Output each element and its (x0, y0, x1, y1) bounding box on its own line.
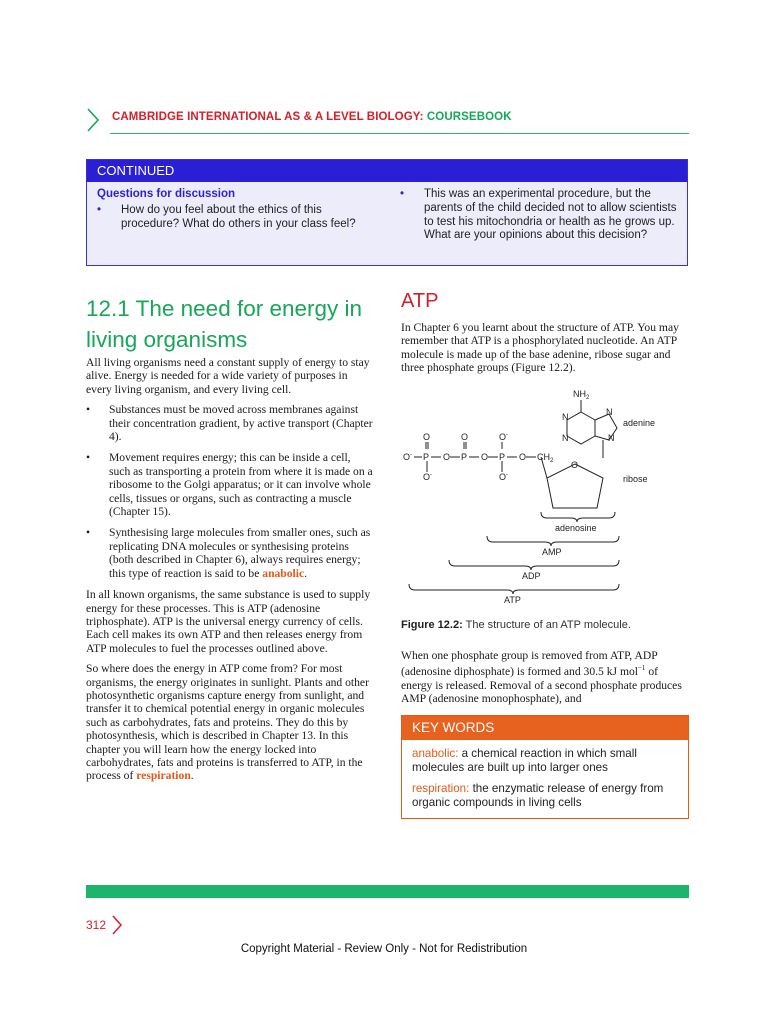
n-label: N (606, 407, 613, 417)
key-words-label: KEY WORDS (402, 716, 688, 740)
svg-text:O-: O- (423, 472, 433, 482)
continued-right-column (400, 188, 680, 243)
svg-text:O: O (519, 452, 527, 462)
questions-heading: Questions for discussion (97, 188, 236, 200)
chevron-right-icon (111, 914, 123, 936)
intro-paragraph: All living organisms need a constant supply of energy to stay alive. Energy is needed for a wide variety of purposes in every living organism, and every living cell. (86, 356, 370, 396)
book-title: CAMBRIDGE INTERNATIONAL AS & A LEVEL BIOLOGY: COURSEBOOK (112, 111, 512, 123)
section-heading: 12.1 The need for energy in living organisms (86, 296, 363, 352)
continued-box (86, 159, 688, 266)
figure-caption: Figure 12.2: The structure of an ATP molecule. (401, 619, 631, 631)
n-label: N (608, 433, 615, 443)
list-item: • Synthesising large molecules from smaller ones, such as replicating DNA molecules or synthesising proteins (both described in Chapter 6), always requires energy; this type of reaction is said to be anabolic. (86, 526, 374, 580)
paragraph: So where does the energy in ATP come from? For most organisms, the energy originates in sunlight. Plants and other photosynthetic organisms capture energy from sunlight, and transfer it to chemical potential energy in organic molecules such as carbohydrates, fats and proteins. They do this by photosynthesis, which is described in Chapter 13. In this chapter you will learn how the energy locked into carbohydrates, fats and proteins is transferred to ATP, in the process of respiration. (86, 662, 369, 783)
svg-text:O-: O- (499, 432, 509, 442)
left-body-text (86, 356, 374, 790)
label-adp: ADP (522, 571, 541, 581)
svg-text:O: O (423, 432, 431, 442)
continued-label: CONTINUED (87, 160, 687, 182)
svg-text:O: O (443, 452, 451, 462)
label-ribose: ribose (623, 474, 648, 484)
key-word-entry: respiration: the enzymatic release of energy from organic compounds in living cells (412, 782, 664, 809)
header-rule (110, 133, 689, 134)
svg-text:O-: O- (499, 472, 509, 482)
continued-left-column (97, 188, 377, 231)
list-item: • Movement requires energy; this can be inside a cell, such as transporting a protein from where it is made on a ribosome to the Golgi apparatus; or it can involve whole cells, tissues or organs, such as contracting a muscle (Chapter 15). (86, 451, 374, 518)
keyword-respiration[interactable]: respiration (136, 769, 191, 783)
svg-text:O: O (481, 452, 489, 462)
footer-bar (86, 885, 689, 898)
paragraph: In all known organisms, the same substance is used to supply energy for these processes. This is ATP (adenosine triphosphate). ATP is the universal energy currency of cells. Each cell makes its own ATP and then releases energy from ATP molecules to fuel the processes outlined above. (86, 588, 371, 655)
label-adenosine: adenosine (555, 523, 597, 533)
list-item: • How do you feel about the ethics of this procedure? What do others in your class feel? (97, 204, 377, 232)
key-word-entry: anabolic: a chemical reaction in which small molecules are built up into larger ones (412, 747, 637, 774)
atp-structure-diagram (401, 384, 689, 609)
label-atp: ATP (504, 595, 521, 605)
list-item: • Substances must be moved across membranes against their concentration gradient, by active transport (Chapter 4). (86, 403, 374, 443)
key-words-box (401, 715, 689, 819)
chevron-right-icon (86, 107, 100, 133)
copyright-notice: Copyright Material - Review Only - Not for Redistribution (240, 943, 528, 955)
atp-paragraph-1: In Chapter 6 you learnt about the structure of ATP. You may remember that ATP is a phosphorylated nucleotide. An ATP molecule is made up of the base adenine, ribose sugar and three phosphate groups (Figure 12.2). (401, 321, 679, 375)
atp-heading: ATP (401, 290, 439, 312)
running-header (86, 107, 689, 133)
label-amp: AMP (542, 547, 562, 557)
svg-text:O: O (461, 432, 469, 442)
n-label: N (562, 433, 569, 443)
svg-text:P: P (499, 452, 506, 462)
keyword-anabolic[interactable]: anabolic (262, 566, 305, 580)
energy-uses-list (86, 403, 374, 580)
svg-text:O-: O- (403, 452, 413, 462)
nh2-label: $NH_2$ (573, 389, 590, 401)
svg-text:CH2: $CH_2$ (537, 452, 554, 464)
atp-paragraph-2: When one phosphate group is removed from ATP, ADP (adenosine diphosphate) is formed and 30.5 kJ mol$^{-1}$ of energy is released. Removal of a second phosphate produces AMP (adenosine monophosphate), and (401, 649, 682, 706)
svg-text:P: P (423, 452, 430, 462)
list-item: • This was an experimental procedure, but the parents of the child decided not to allow scientists to test his mitochondria or health as he grows up. What are your opinions about this decision? (400, 188, 680, 243)
page-number: 312 (86, 918, 107, 932)
o-label: O (571, 460, 579, 470)
label-adenine: adenine (623, 418, 656, 428)
n-label: N (562, 412, 569, 422)
svg-text:P: P (461, 452, 468, 462)
